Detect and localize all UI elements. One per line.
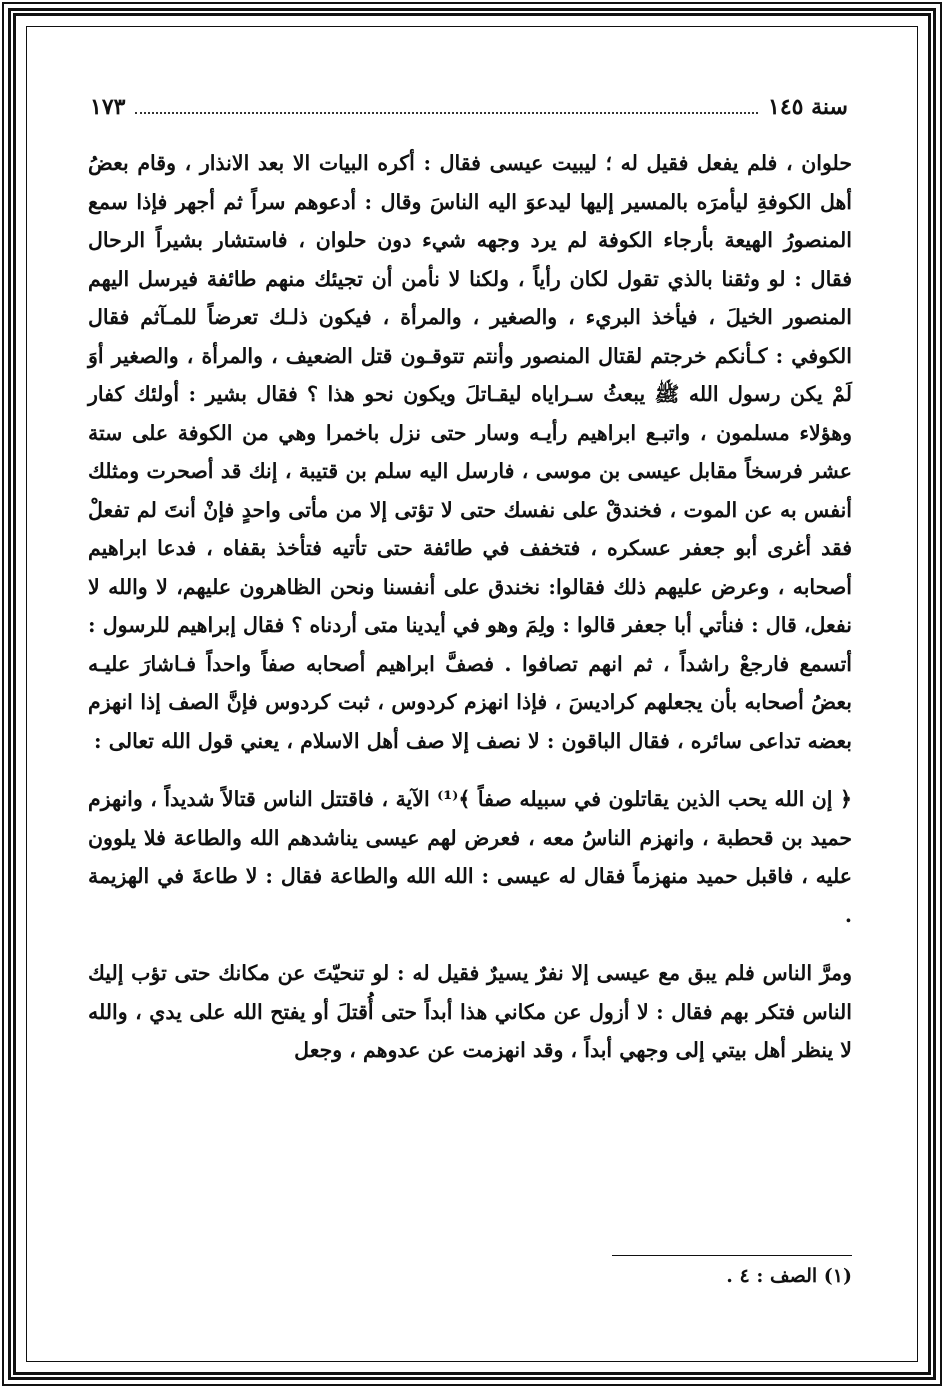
main-text	[88, 144, 852, 1070]
footnote: (١) الصف : ٤ .	[726, 1265, 852, 1287]
paragraph-2: ﴿ إن الله يحب الذين يقاتلون في سبيله صفاً ﴾⁽¹⁾ الآية ، فاقتتل الناس قتالاً شديداً ، وانهزم حميد بن قحطبة ، وانهزم الناسُ معه ، فعرض لهم عيسى يناشدهم الله والطاعة فلا يلوون عليه ، فاقبل حميد منهزماً فقال له عيسى : الله الله والطاعة فقال : لا طاعةَ في الهزيمة .	[88, 787, 853, 927]
running-header	[90, 92, 848, 122]
paragraph-3: ومرَّ الناس فلم يبق مع عيسى إلا نفرٌ يسيرٌ فقيل له : لو تنحيّتَ عن مكانك حتى تؤب إليك الناس فتكر بهم فقال : لا أزول عن مكاني هذا أبداً حتى أُقتلَ أو يفتح الله على يدي ، والله لا ينظر أهل بيتي إلى وجهي أبداً ، وقد انهزمت عن عدوهم ، وجعل	[88, 961, 852, 1062]
paragraph-1: حلوان ، فلم يفعل فقيل له ؛ ليبيت عيسى فقال : أكره البيات الا بعد الانذار ، وقام بعضُ أهل الكوفةِ ليأمرَه بالمسير إليها ليدعوَ اليه الناسَ وقال : أدعوهم سراً ثم أجهر فإذا سمع المنصورُ الهيعة بأرجاء الكوفة لم يرد وجهه شيء دون حلوان ، فاستشار بشيراً الرحال فقال : لو وثقنا بالذي تقول لكان رأياً ، ولكنا لا نأمن أن تجيئك منهم طائفة فيرسل اليهم المنصور الخيلَ ، فيأخذ البريء ، والصغير ، والمرأة ، فيكون ذلـك تعرضاً للمـآثم فقال الكوفي : كـأنكم خرجتم لقتال المنصور وأنتم تتوقـون قتل الضعيف ، والمرأة ، والصغير أوَ لَمْ يكن رسول الله ﷺ يبعثُ سـراياه ليقـاتلَ ويكون نحو هذا ؟ فقال بشير : أولئك كفار وهؤلاء مسلمون ، واتبـع ابراهيم رأيـه وسار حتى نزل باخمرا وهي من الكوفة على ستة عشر فرسخاً مقابل عيسى بن موسى ، فارسل اليه سلم بن قتيبة ، إنك قد أصحرت ومثلك أنفس به عن الموت ، فخندقْ على نفسك حتى لا تؤتى إلا من مأتى واحدٍ فإنْ أنتَ لم تفعلْ فقد أغرى أبو جعفر عسكره ، فتخفف في طائفة حتى تأتيه فتأخذ بقفاه ، فدعا ابراهيم أصحابه ، وعرض عليهم ذلك فقالوا: نخندق على أنفسنا ونحن الظاهرون عليهم، لا والله لا نفعل، قال : فنأتي أبا جعفر قالوا : ولِمَ وهو في أيدينا متى أردناه ؟ فقال إبراهيم للرسول : أتسمع فارجعْ راشداً ، ثم انهم تصافوا . فصفَّ ابراهيم أصحابه صفاً واحداً فـاشارَ عليـه بعضُ أصحابه بأن يجعلهم كراديسَ ، فإذا انهزم كردوس ، ثبت كردوس فإنَّ الصف إذا انهزم بعضه تداعى سائره ، فقال الباقون : لا نصف إلا صف أهل الاسلام ، يعني قول الله تعالى :	[88, 151, 853, 753]
header-leader-dots	[135, 100, 758, 114]
running-header-year: سنة ١٤٥	[768, 94, 848, 120]
footnote-separator	[612, 1255, 852, 1256]
page-number: ١٧٣	[90, 94, 126, 120]
